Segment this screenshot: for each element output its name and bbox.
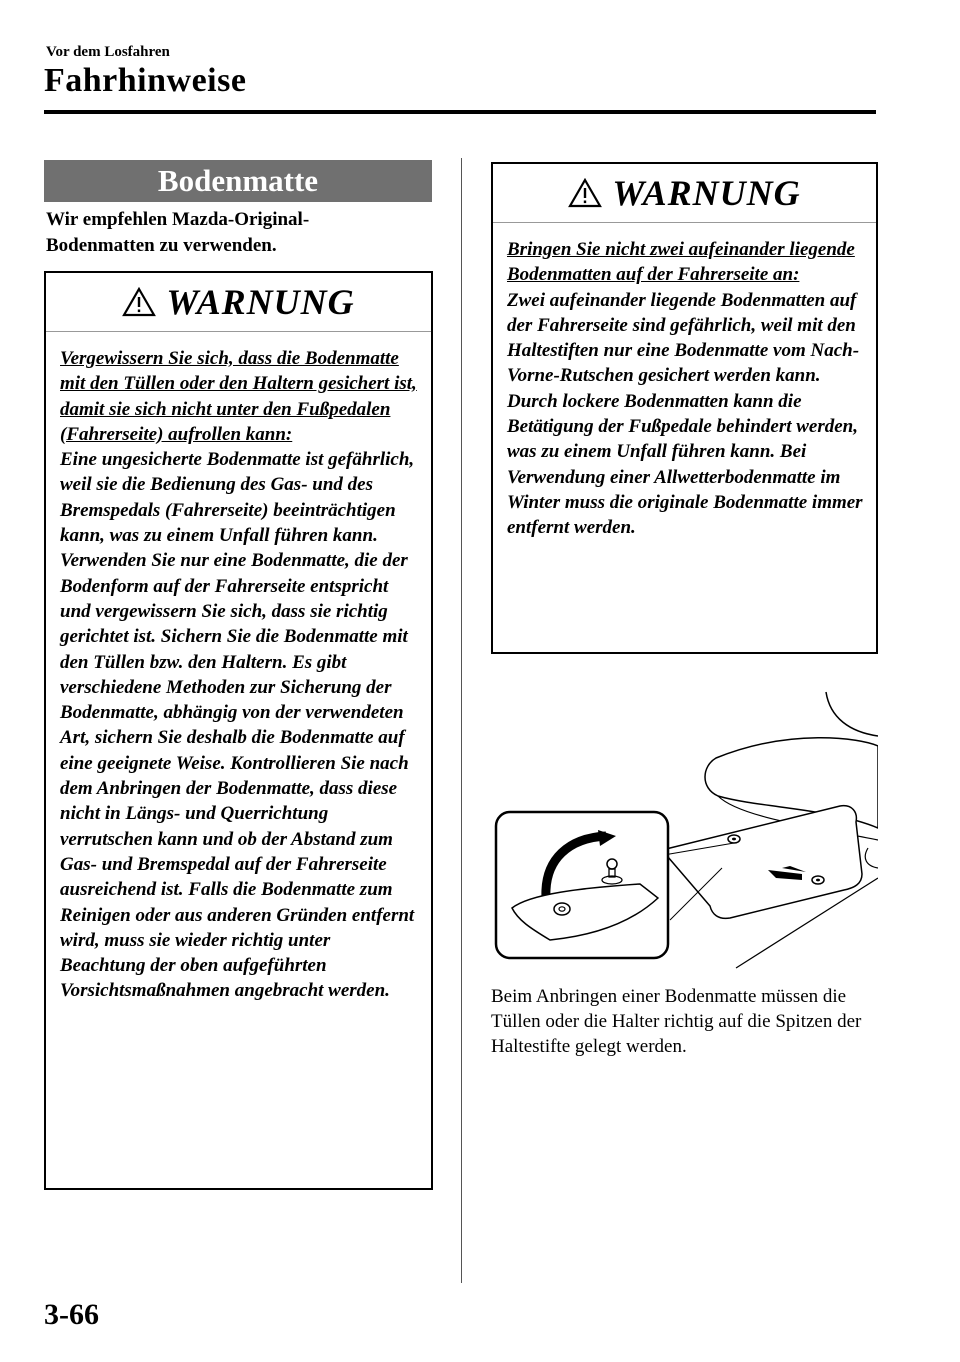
warning-box-left — [44, 271, 433, 1190]
warning-heading-text: WARNUNG — [166, 282, 355, 322]
warning-text: Eine ungesicherte Bodenmatte ist gefährlich, weil sie die Bedienung des Gas- und des Bremspedals (Fahrerseite) beeinträchtigen kann, was zu einem Unfall führen kann. Verwenden Sie nur eine Bodenmatte, die der Bodenform auf der Fahrerseite entspricht und vergewissern Sie sich, dass sie richtig gerichtet ist. Sichern Sie die Bodenmatte mit den Tüllen bzw. den Haltern. Es gibt verschiedene Methoden zur Sicherung der Bodenmatte, abhängig von der verwendeten Art, sichern Sie deshalb die Bodenmatte auf eine geeignete Weise. Kontrollieren Sie nach dem Anbringen der Bodenmatte, dass diese nicht in Längs- und Querrichtung verrutschen kann und ob der Abstand zum Gas- und Bremspedal auf der Fahrerseite ausreichend ist. Falls die Bodenmatte zum Reinigen oder aus anderen Gründen entfernt wird, muss sie wieder richtig unter Beachtung der oben aufgeführten Vorsichtsmaßnahmen angebracht werden. — [60, 449, 415, 1002]
section-intro: Wir empfehlen Mazda-Original- Bodenmatten zu verwenden. — [46, 209, 310, 256]
warning-lead: Bringen Sie nicht zwei aufeinander liegende Bodenmatten auf der Fahrerseite an: — [507, 239, 855, 286]
floor-mat-illustration — [490, 688, 878, 988]
header-rule — [44, 110, 876, 114]
chapter-label: Vor dem Losfahren — [46, 44, 170, 60]
illustration-caption: Beim Anbringen einer Bodenmatte müssen die Tüllen oder die Halter richtig auf die Spitzen der Haltestifte gelegt werden. — [491, 986, 862, 1057]
warning-heading-text: WARNUNG — [612, 173, 801, 213]
warning-heading — [46, 273, 431, 332]
section-heading: Bodenmatte — [44, 160, 432, 202]
warning-heading — [493, 164, 876, 223]
warning-box-right — [491, 162, 878, 654]
column-divider — [461, 158, 462, 1283]
page-number: 3-66 — [44, 1298, 99, 1331]
warning-lead: Vergewissern Sie sich, dass die Bodenmatte mit den Tüllen oder den Haltern gesichert ist, damit sie sich nicht unter den Fußpedalen (Fahrerseite) aufrollen kann: — [60, 348, 417, 445]
warning-text: Zwei aufeinander liegende Bodenmatten auf der Fahrerseite sind gefährlich, weil mit den Haltestiften nur eine Bodenmatte vom Nach-Vorne-Rutschen gesichert werden kann. Durch lockere Bodenmatten kann die Betätigung der Fußpedale behindert werden, was zu einem Unfall führen kann. Bei Verwendung einer Allwetterbodenmatte im Winter muss die originale Bodenmatte immer entfernt werden. — [507, 289, 863, 539]
warning-triangle-icon — [122, 287, 156, 317]
page-title: Fahrhinweise — [44, 62, 247, 99]
warning-triangle-icon — [568, 178, 602, 208]
